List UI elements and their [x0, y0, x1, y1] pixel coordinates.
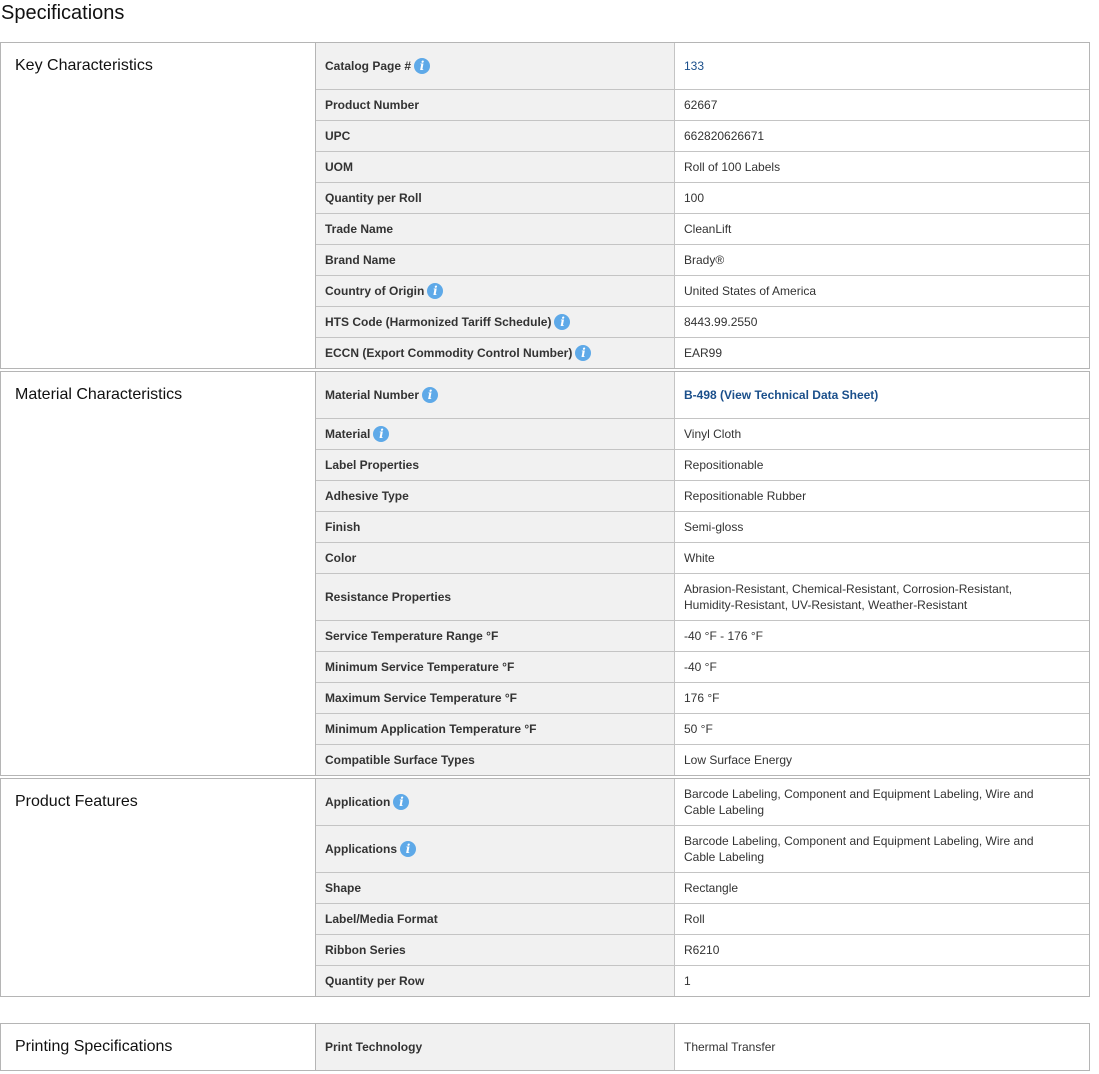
spec-value-text: Abrasion-Resistant, Chemical-Resistant, Corrosion-Resistant, Humidity-Resistant, UV-Resistant, Weather-Resistant: [684, 582, 1013, 612]
table-row: [316, 934, 1089, 965]
table-row: [316, 1024, 1089, 1070]
spec-label-text: HTS Code (Harmonized Tariff Schedule): [325, 315, 552, 329]
spec-value: Repositionable Rubber: [684, 489, 807, 503]
table-row: [316, 872, 1089, 903]
section-title: Material Characteristics: [1, 372, 316, 775]
spec-label: UPC: [316, 121, 675, 151]
spec-label: Minimum Service Temperature °F: [316, 652, 675, 682]
spec-value: [675, 574, 1089, 620]
spec-value: [675, 826, 1089, 872]
spec-label: [316, 307, 675, 337]
table-row: [316, 120, 1089, 151]
spec-label: Resistance Properties: [316, 574, 675, 620]
spec-label: [316, 372, 675, 418]
info-icon[interactable]: i: [400, 841, 416, 857]
section-title: Product Features: [1, 779, 316, 996]
table-row: [316, 275, 1089, 306]
info-icon[interactable]: i: [414, 58, 430, 74]
section-title: Printing Specifications: [1, 1024, 316, 1070]
info-icon[interactable]: i: [373, 426, 389, 442]
spec-value: Roll of 100 Labels: [684, 160, 781, 174]
section-printing-specifications: [0, 1023, 1090, 1071]
spec-label: Quantity per Row: [316, 966, 675, 996]
technical-data-sheet-link[interactable]: B-498 (View Technical Data Sheet): [684, 388, 879, 402]
spec-label: Print Technology: [316, 1024, 675, 1070]
spec-label: Service Temperature Range °F: [316, 621, 675, 651]
section-title: Key Characteristics: [1, 43, 316, 368]
spec-label: [316, 779, 675, 825]
table-row: [316, 337, 1089, 368]
spec-value: Rectangle: [684, 881, 739, 895]
spec-label: Trade Name: [316, 214, 675, 244]
spec-label: Ribbon Series: [316, 935, 675, 965]
info-icon[interactable]: i: [393, 794, 409, 810]
table-row: [316, 511, 1089, 542]
spec-label-text: Country of Origin: [325, 284, 425, 298]
info-icon[interactable]: i: [575, 345, 591, 361]
spec-value: [675, 43, 1089, 89]
table-row: [316, 620, 1089, 651]
catalog-page-link[interactable]: 133: [684, 59, 705, 73]
spec-value-text: Barcode Labeling, Component and Equipment Labeling, Wire and Cable Labeling: [684, 787, 1034, 817]
spec-value: 8443.99.2550: [684, 315, 758, 329]
spec-label-text: Material: [325, 427, 371, 441]
spec-label: [316, 338, 675, 368]
table-row: [316, 151, 1089, 182]
spec-value: 100: [684, 191, 705, 205]
spec-label: Product Number: [316, 90, 675, 120]
page-title: Specifications: [1, 2, 125, 24]
info-icon[interactable]: i: [422, 387, 438, 403]
spec-value: -40 °F: [684, 660, 717, 674]
spec-value: 1: [684, 974, 691, 988]
table-row: [316, 372, 1089, 418]
spec-value: Thermal Transfer: [684, 1040, 776, 1054]
spec-label: Compatible Surface Types: [316, 745, 675, 775]
section-product-features: [0, 778, 1090, 997]
spec-label-text: Catalog Page #: [325, 59, 412, 73]
spec-value-text: Barcode Labeling, Component and Equipment Labeling, Wire and Cable Labeling: [684, 834, 1034, 864]
spec-value: 662820626671: [684, 129, 765, 143]
spec-value: CleanLift: [684, 222, 732, 236]
table-row: [316, 213, 1089, 244]
spec-label: Brand Name: [316, 245, 675, 275]
table-row: [316, 480, 1089, 511]
spec-label: [316, 43, 675, 89]
table-row: [316, 182, 1089, 213]
spec-value: -40 °F - 176 °F: [684, 629, 763, 643]
spec-label-text: Application: [325, 795, 391, 809]
table-row: [316, 682, 1089, 713]
spec-label: Finish: [316, 512, 675, 542]
spec-value: Vinyl Cloth: [684, 427, 742, 441]
spec-label: Color: [316, 543, 675, 573]
table-row: [316, 418, 1089, 449]
table-row: [316, 542, 1089, 573]
table-row: [316, 965, 1089, 996]
spec-label-text: ECCN (Export Commodity Control Number): [325, 346, 573, 360]
table-row: [316, 825, 1089, 872]
info-icon[interactable]: i: [427, 283, 443, 299]
spec-label-text: Applications: [325, 842, 398, 856]
spec-value: 62667: [684, 98, 718, 112]
info-icon[interactable]: i: [554, 314, 570, 330]
table-row: [316, 573, 1089, 620]
spec-value: Brady®: [684, 253, 725, 267]
spec-value: EAR99: [684, 346, 723, 360]
table-row: [316, 903, 1089, 934]
spec-label: Label Properties: [316, 450, 675, 480]
spec-value: United States of America: [684, 284, 817, 298]
spec-label: Quantity per Roll: [316, 183, 675, 213]
spec-value: [675, 779, 1089, 825]
spec-value: Roll: [684, 912, 705, 926]
table-row: [316, 43, 1089, 89]
spec-label: [316, 276, 675, 306]
spec-value: Semi-gloss: [684, 520, 744, 534]
spec-value: 176 °F: [684, 691, 720, 705]
spec-label: Label/Media Format: [316, 904, 675, 934]
table-row: [316, 713, 1089, 744]
section-key-characteristics: [0, 42, 1090, 369]
spec-value: 50 °F: [684, 722, 713, 736]
spec-label: [316, 419, 675, 449]
section-material-characteristics: [0, 371, 1090, 776]
table-row: [316, 89, 1089, 120]
spec-label: Maximum Service Temperature °F: [316, 683, 675, 713]
spec-value: [675, 372, 1089, 418]
spec-label-text: Material Number: [325, 388, 420, 402]
table-row: [316, 449, 1089, 480]
spec-value: Low Surface Energy: [684, 753, 793, 767]
spec-label: Adhesive Type: [316, 481, 675, 511]
spec-label: [316, 826, 675, 872]
spec-value: R6210: [684, 943, 720, 957]
spec-label: Shape: [316, 873, 675, 903]
table-row: [316, 244, 1089, 275]
table-row: [316, 779, 1089, 825]
table-row: [316, 306, 1089, 337]
spec-value: Repositionable: [684, 458, 764, 472]
spec-label: Minimum Application Temperature °F: [316, 714, 675, 744]
table-row: [316, 651, 1089, 682]
spec-label: UOM: [316, 152, 675, 182]
table-row: [316, 744, 1089, 775]
spec-value: White: [684, 551, 715, 565]
